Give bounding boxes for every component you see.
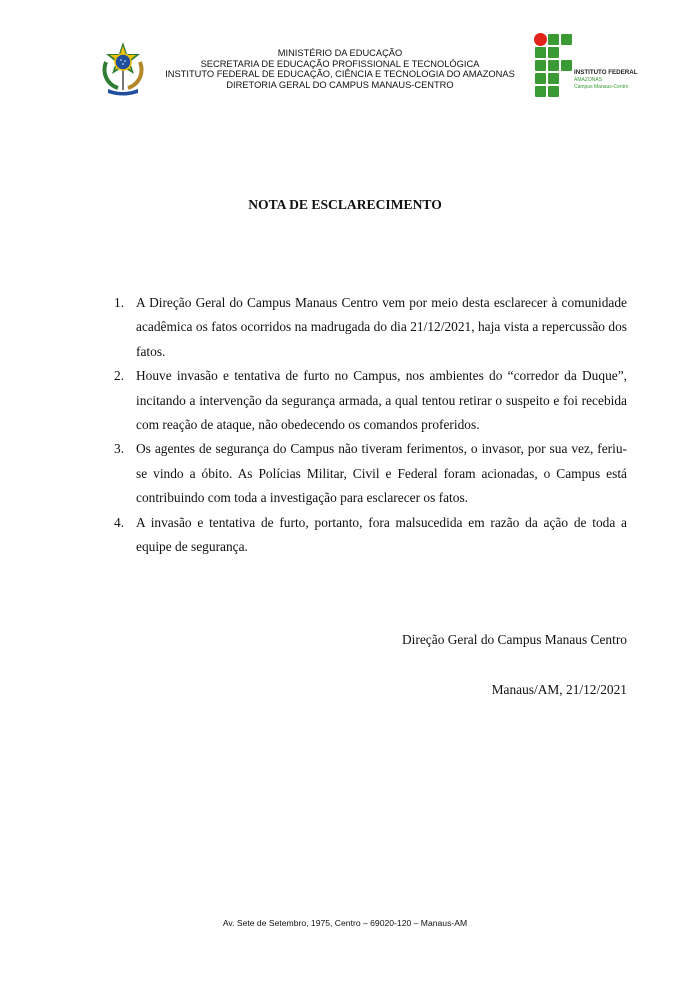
brazil-coat-of-arms-icon <box>98 40 148 96</box>
place-date: Manaus/AM, 21/12/2021 <box>491 682 627 697</box>
header-institution-text <box>150 48 530 90</box>
list-item <box>114 511 627 560</box>
clarification-list <box>114 291 627 559</box>
list-item-text: Houve invasão e tentativa de furto no Campus, nos ambientes do “corredor da Duque”, incitando a intervenção da segurança armada, a qual tentou retirar o suspeito e foi recebida com reação de ataque, não obedecendo os comandos proferidos. <box>136 368 627 433</box>
list-item <box>114 364 627 437</box>
list-item <box>114 437 627 510</box>
if-logo-campus: Campus Manaus-Centro <box>574 84 629 90</box>
if-logo-state: AMAZONAS <box>574 77 603 83</box>
signature: Direção Geral do Campus Manaus Centro <box>402 632 627 647</box>
header-line-ministry: MINISTÉRIO DA EDUCAÇÃO <box>277 48 403 58</box>
list-item-number: 2. <box>114 368 125 384</box>
list-item-number: 1. <box>114 295 125 310</box>
instituto-federal-logo-icon <box>534 33 638 97</box>
if-logo-title: INSTITUTO FEDERAL <box>574 69 638 76</box>
list-item-text: Os agentes de segurança do Campus não tiveram ferimentos, o invasor, por sua vez, feriu-se vindo a óbito. As Polícias Militar, Civil e Federal foram acionadas, o Campus está contribuindo com toda a investigação para esclarecer os fatos. <box>136 441 627 506</box>
document-title: NOTA DE ESCLARECIMENTO <box>248 197 442 212</box>
list-item-text: A invasão e tentativa de furto, portanto, fora malsucedida em razão da ação de toda a equipe de segurança. <box>136 514 627 555</box>
list-item-text: A Direção Geral do Campus Manaus Centro vem por meio desta esclarecer à comunidade acadêmica os fatos ocorridos na madrugada do dia 21/12/2021, haja vista a repercussão dos fatos. <box>136 295 627 359</box>
list-item <box>114 291 627 364</box>
list-item-number: 4. <box>114 514 125 530</box>
if-logo-red-dot <box>534 33 547 46</box>
header-line-directorate: DIRETORIA GERAL DO CAMPUS MANAUS-CENTRO <box>226 79 454 90</box>
header-line-secretariat: SECRETARIA DE EDUCAÇÃO PROFISSIONAL E TECNOLÓGICA <box>200 58 480 69</box>
list-item-number: 3. <box>114 441 125 457</box>
footer-address: Av. Sete de Setembro, 1975, Centro – 69020-120 – Manaus-AM <box>222 918 468 928</box>
header-line-institute: INSTITUTO FEDERAL DE EDUCAÇÃO, CIÊNCIA E TECNOLOGIA DO AMAZONAS <box>165 69 515 80</box>
